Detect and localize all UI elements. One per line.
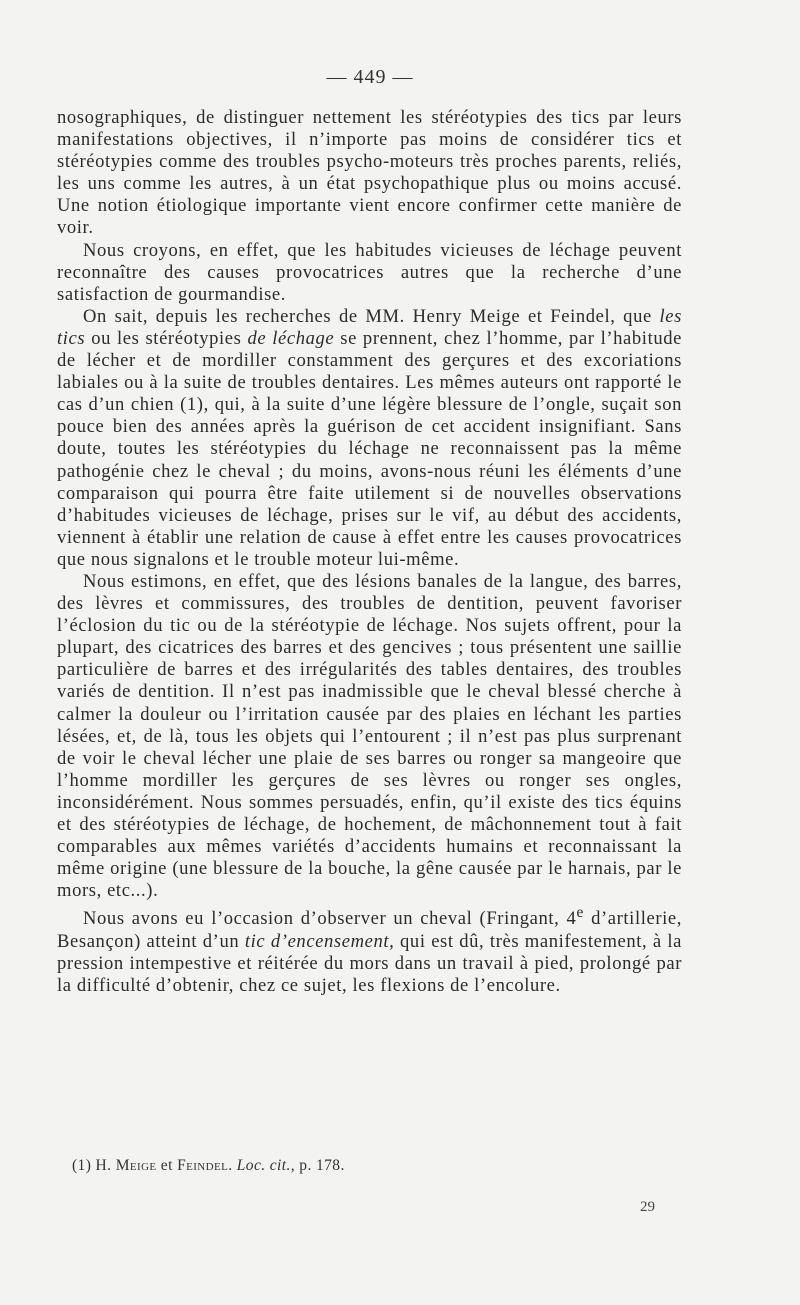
paragraph: nosographiques, de distinguer nettement les stéréotypies des tics par leurs manifestations objectives, il n’importe pas moins de considérer tics et stéréotypies comme des troubles psycho-moteurs très proches parents, reliés, les uns comme les autres, à un état psychopathique plus ou moins accusé. Une notion étiologique importante vient encore confirmer cette manière de voir. <box>57 107 682 239</box>
text-run: . <box>228 1157 237 1174</box>
text-run: Nous avons eu l’occasion d’observer un cheval (Fringant, 4 <box>83 908 577 930</box>
text-run: ou les stéréotypies <box>85 327 248 349</box>
text-run: qui est dû, très manifestement, à la pression intempestive et réitérée du mors dans un travail à pied, prolongé par la difficulté d’obtenir, chez ce sujet, les flexions de l’encolure. <box>57 930 682 996</box>
text-run: On sait, depuis les recherches de MM. Henry Meige et Feindel, que <box>83 305 660 327</box>
citation: Loc. cit., <box>236 1157 296 1174</box>
author-name: Meige <box>115 1157 157 1174</box>
paragraph: Nous estimons, en effet, que des lésions banales de la langue, des barres, des lèvres et commissures, des troubles de dentition, peuvent favoriser l’éclosion du tic ou de la stéréotypie de léchage. Nos sujets offrent, pour la plupart, des cicatrices des barres et des gencives ; tous présentent une saillie particulière de barres et des irrégularités des tables dentaires, des troubles variés de dentition. Il n’est pas inadmissible que le cheval blessé cherche à calmer la douleur ou l’irritation causée par des plaies en léchant les parties lésées, et, de là, tous les objets qui l’entourent ; il n’est pas plus surprenant de voir le cheval lécher une plaie de ses barres ou ronger sa mangeoire que l’homme mordiller les gerçures de ses lèvres ou ronger ses ongles, inconsidérément. Nous sommes persuadés, enfin, qu’il existe des tics équins et des stéréotypies de léchage, de hochement, de mâchonnement tout à fait comparables aux mêmes variétés d’accidents humains et reconnaissant la même origine (une blessure de la bouche, la gêne causée par le harnais, par le mors, etc...). <box>57 570 682 902</box>
text-run: d’artillerie, Besançon) atteint d’un <box>57 908 682 952</box>
paragraph <box>57 902 682 997</box>
signature-mark: 29 <box>640 1199 655 1215</box>
italic-term: tic d’encensement, <box>244 930 395 952</box>
superscript: e <box>576 904 584 922</box>
page-number: — 449 — <box>326 66 414 88</box>
italic-term: les tics <box>57 305 682 349</box>
footnote-marker: (1) H. <box>72 1157 116 1174</box>
paragraph: Nous croyons, en effet, que les habitudes vicieuses de léchage peuvent reconnaître des causes provocatrices autres que la recherche d’une satisfaction de gourmandise. <box>57 239 682 305</box>
author-name: Feindel <box>177 1157 229 1174</box>
body-text <box>57 107 682 997</box>
footnote <box>72 1157 672 1175</box>
text-run: se prennent, chez l’homme, par l’habitude de lécher et de mordiller constamment des gerçures et des excoriations labiales ou à la suite de troubles dentaires. Les mêmes auteurs ont rapporté le cas d’un chien (1), qui, à la suite d’une légère blessure de l’ongle, suçait son pouce bien des années après la guérison de cet accident insignifiant. Sans doute, toutes les stéréotypies du léchage ne reconnaissent pas la même pathogénie chez le cheval ; du moins, avons-nous réuni les éléments d’une comparaison qui pourra être faite utilement si de nouvelles observations d’habitudes vicieuses de léchage, prises sur le vif, au début des accidents, viennent à établir une relation de cause à effet entre les causes provocatrices que nous signalons et le trouble moteur lui-même. <box>57 327 682 570</box>
italic-term: de léchage <box>247 327 335 349</box>
paragraph <box>57 306 682 571</box>
text-run: et <box>156 1157 178 1174</box>
page-reference: p. 178. <box>295 1157 345 1174</box>
